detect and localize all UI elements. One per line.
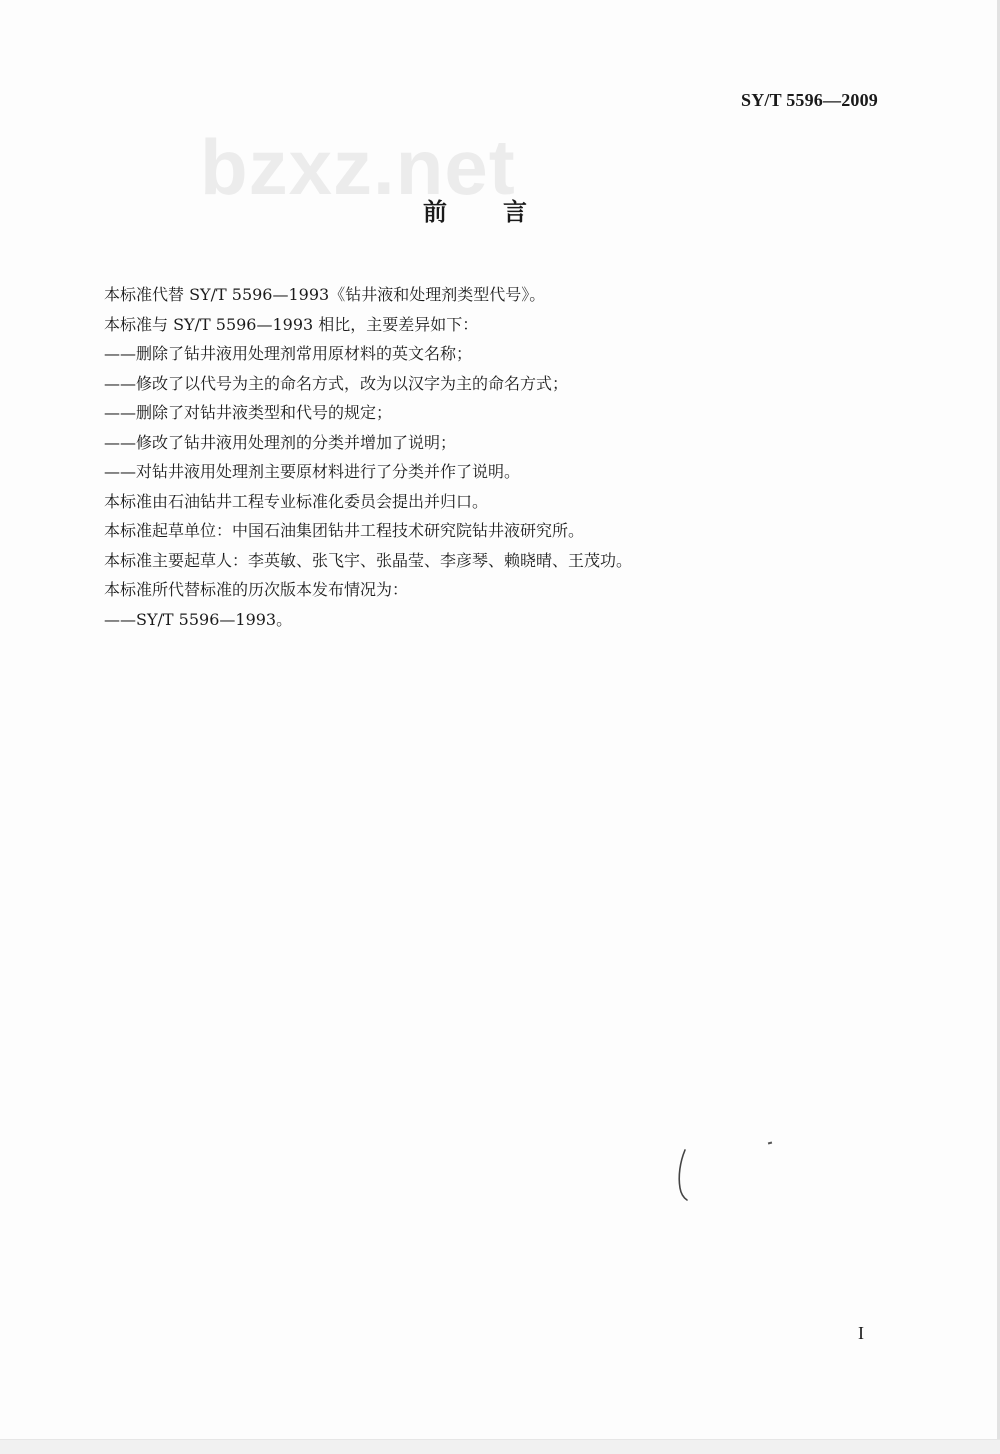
foreword-body bbox=[104, 280, 884, 634]
watermark: bzxz.net bbox=[200, 123, 516, 211]
paragraph: 本标准所代替标准的历次版本发布情况为： bbox=[104, 580, 409, 599]
paragraph: 本标准由石油钻井工程专业标准化委员会提出并归口。 bbox=[104, 491, 489, 511]
list-item: ——删除了对钻井液类型和代号的规定； bbox=[104, 403, 393, 422]
list-item: ——删除了钻井液用处理剂常用原材料的英文名称； bbox=[104, 344, 473, 363]
list-item: ——SY/T 5596—1993。 bbox=[104, 609, 293, 629]
page-number: I bbox=[858, 1323, 864, 1343]
scan-speck bbox=[768, 1142, 772, 1145]
page-bottom-edge bbox=[0, 1439, 1000, 1454]
pencil-mark bbox=[672, 1148, 696, 1204]
standard-code: SY/T 5596—2009 bbox=[741, 90, 878, 110]
list-item: ——对钻井液用处理剂主要原材料进行了分类并作了说明。 bbox=[104, 462, 521, 481]
paragraph: 本标准起草单位：中国石油集团钻井工程技术研究院钻井液研究所。 bbox=[104, 521, 585, 540]
list-item: ——修改了以代号为主的命名方式，改为以汉字为主的命名方式； bbox=[104, 373, 569, 393]
paragraph: 本标准代替 SY/T 5596—1993《钻井液和处理剂类型代号》。 bbox=[104, 285, 546, 304]
paragraph: 本标准主要起草人：李英敏、张飞宇、张晶莹、李彦琴、赖晓晴、王茂功。 bbox=[104, 550, 633, 570]
paragraph: 本标准与 SY/T 5596—1993 相比，主要差异如下： bbox=[104, 314, 479, 334]
list-item: ——修改了钻井液用处理剂的分类并增加了说明； bbox=[104, 432, 457, 452]
page-title: 前言 bbox=[423, 198, 583, 226]
